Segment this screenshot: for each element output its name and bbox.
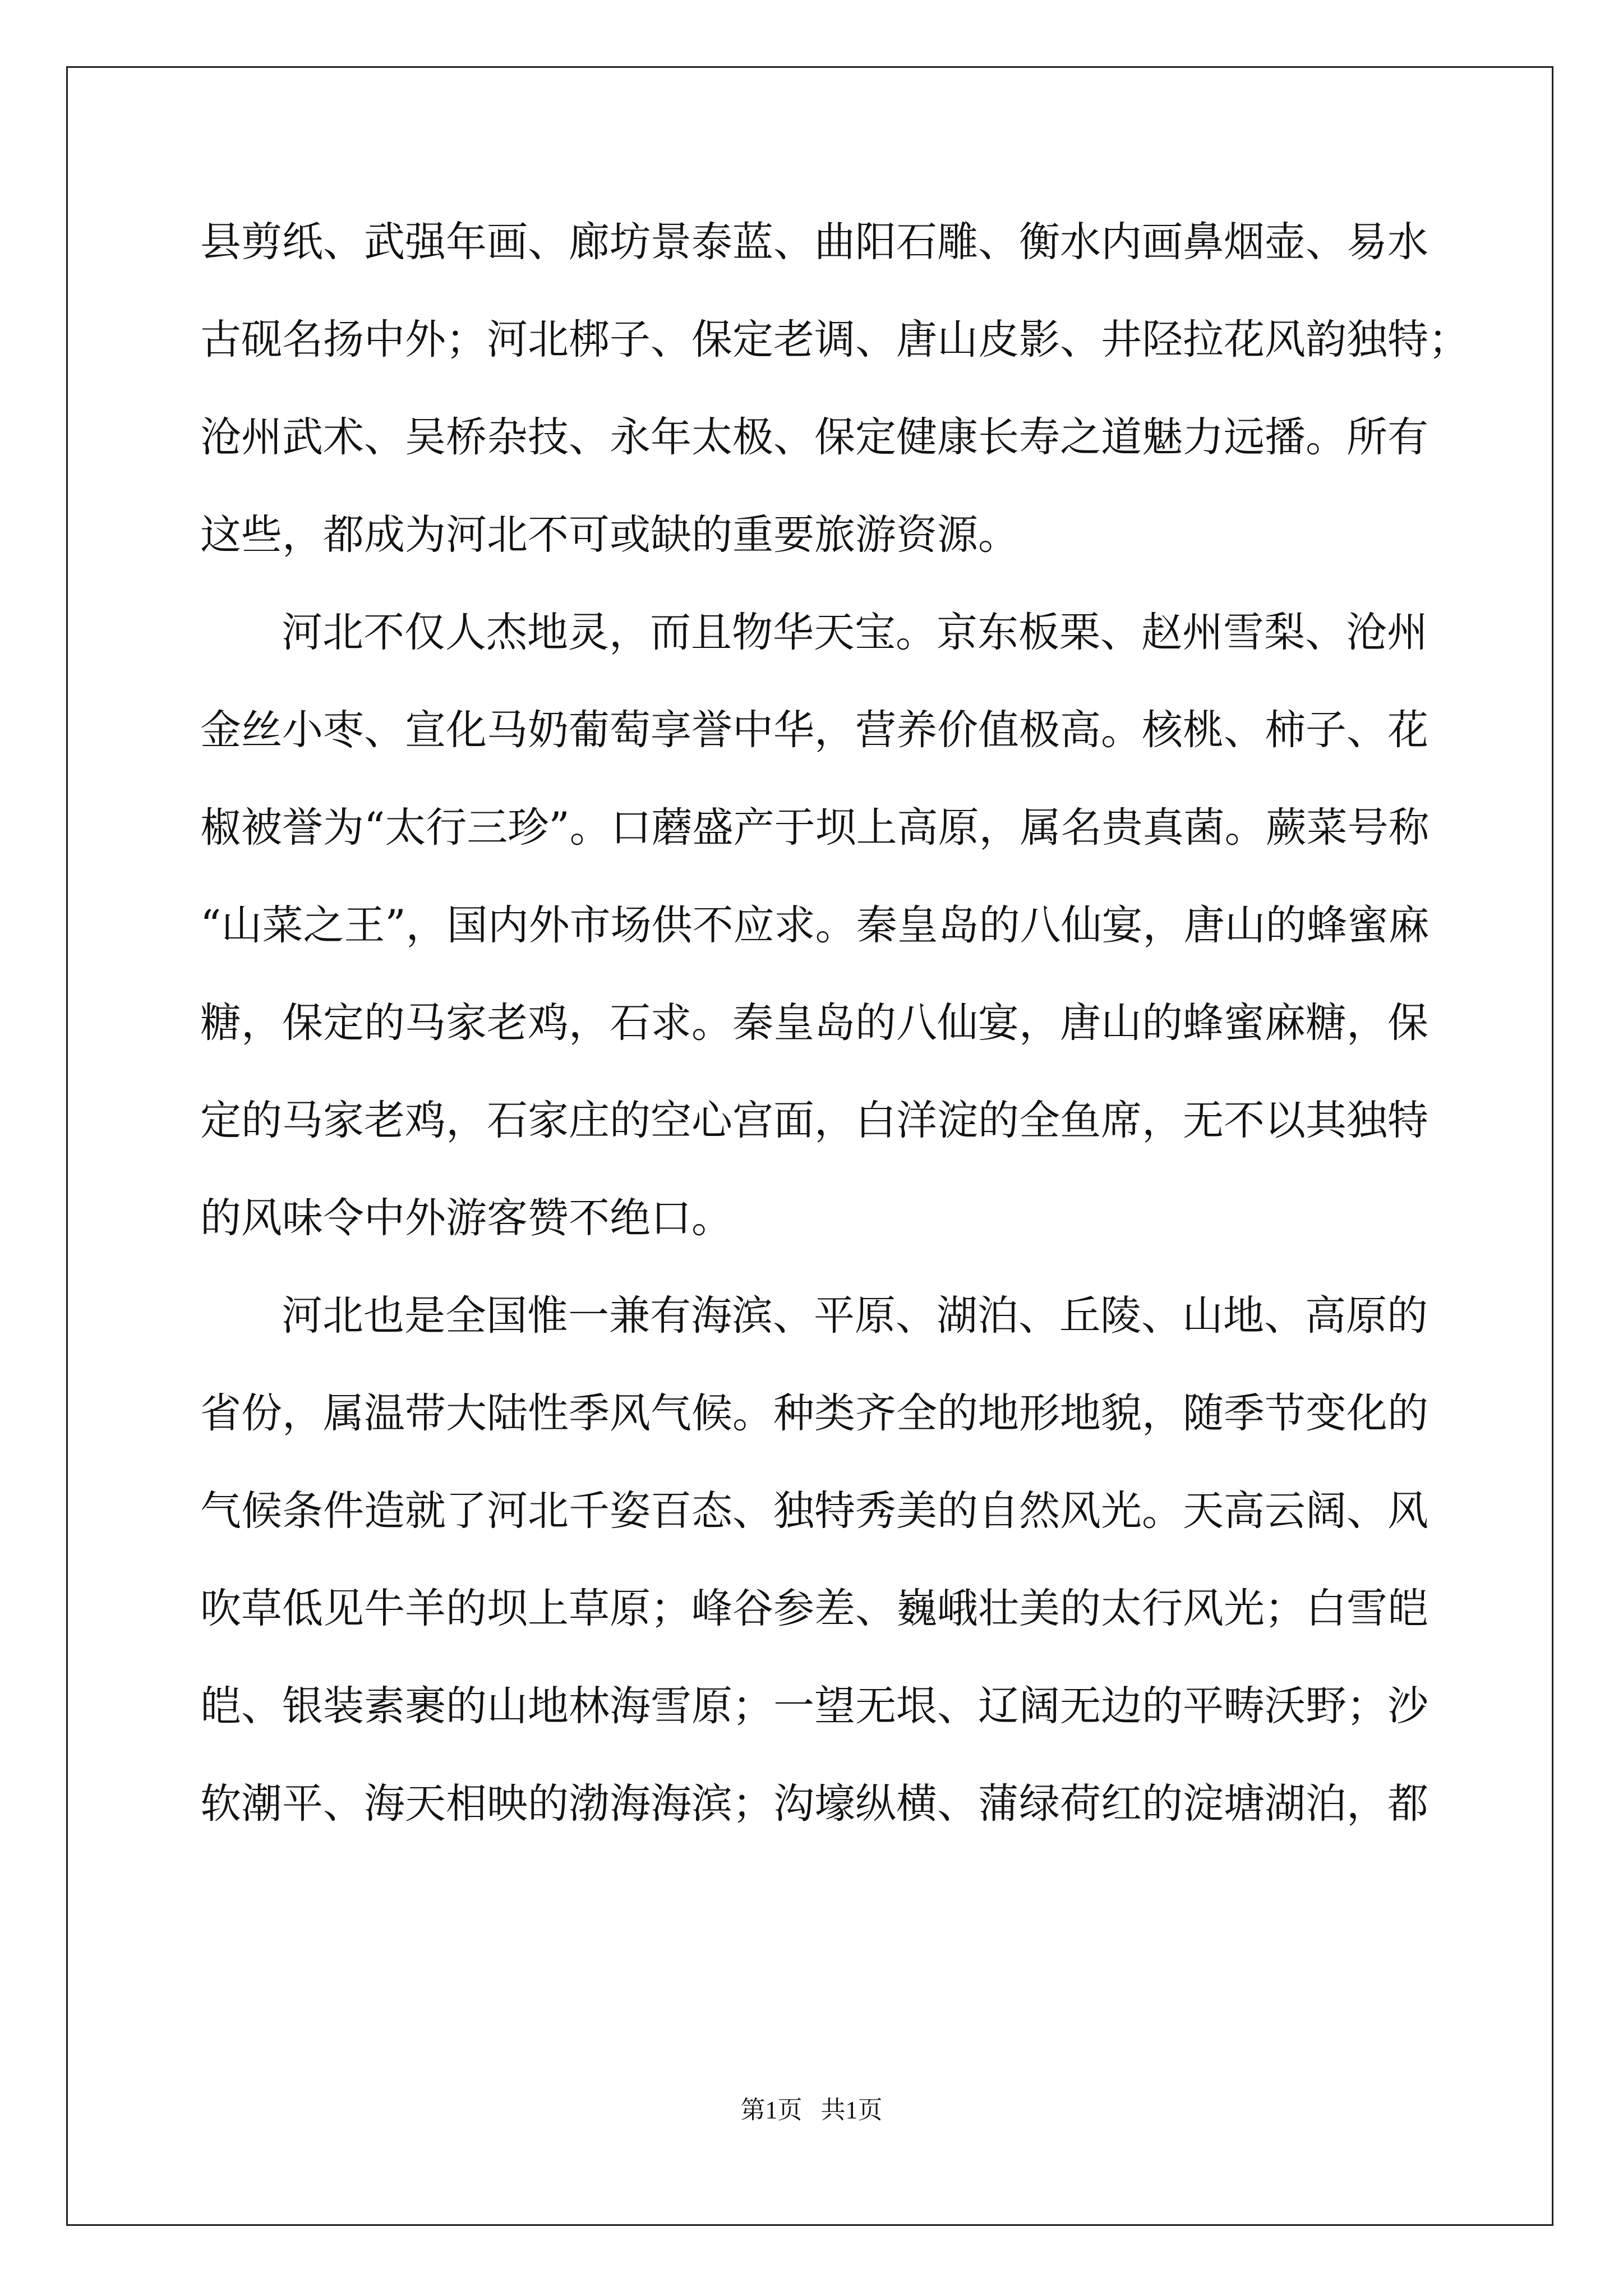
text-line: 吹草低见牛羊的坝上草原；峰谷参差、巍峨壮美的太行风光；白雪皑 — [200, 1585, 1428, 1632]
text-line: 定的马家老鸡，石家庄的空心宫面，白洋淀的全鱼席，无不以其独特 — [200, 1097, 1428, 1144]
text-line: 椒被誉为“太行三珍”。口蘑盛产于坝上高原，属名贵真菌。蕨菜号称 — [200, 804, 1430, 852]
page-number-footer: 第1页 共1页 — [740, 2096, 883, 2124]
paragraph-first-line: 河北也是全国惟一兼有海滨、平原、湖泊、丘陵、山地、高原的 — [282, 1292, 1428, 1340]
text-line: 金丝小枣、宣化马奶葡萄享誉中华，营养价值极高。核桃、柿子、花 — [200, 706, 1428, 754]
text-line: “山菜之王”，国内外市场供不应求。秦皇岛的八仙宴，唐山的蜂蜜麻 — [200, 901, 1430, 949]
text-line: 皑、银装素裹的山地林海雪原；一望无垠、辽阔无边的平畴沃野；沙 — [200, 1682, 1428, 1730]
text-line: 这些，都成为河北不可或缺的重要旅游资源。 — [200, 511, 1019, 559]
text-line: 沧州武术、吴桥杂技、永年太极、保定健康长寿之道魅力远播。所有 — [200, 413, 1428, 461]
text-line: 古砚名扬中外；河北梆子、保定老调、唐山皮影、井陉拉花风韵独特； — [200, 316, 1469, 364]
text-line: 省份，属温带大陆性季风气候。种类齐全的地形地貌，随季节变化的 — [200, 1389, 1428, 1437]
text-line: 的风味令中外游客赞不绝口。 — [200, 1194, 732, 1242]
text-line: 糖，保定的马家老鸡，石求。秦皇岛的八仙宴，唐山的蜂蜜麻糖，保 — [200, 999, 1428, 1047]
text-line: 气候条件造就了河北千姿百态、独特秀美的自然风光。天高云阔、风 — [200, 1487, 1428, 1535]
text-line: 软潮平、海天相映的渤海海滨；沟壕纵横、蒲绿荷红的淀塘湖泊，都 — [200, 1780, 1428, 1828]
paragraph-first-line: 河北不仅人杰地灵，而且物华天宝。京东板栗、赵州雪梨、沧州 — [282, 609, 1428, 656]
text-line: 县剪纸、武强年画、廊坊景泰蓝、曲阳石雕、衡水内画鼻烟壶、易水 — [200, 218, 1428, 266]
